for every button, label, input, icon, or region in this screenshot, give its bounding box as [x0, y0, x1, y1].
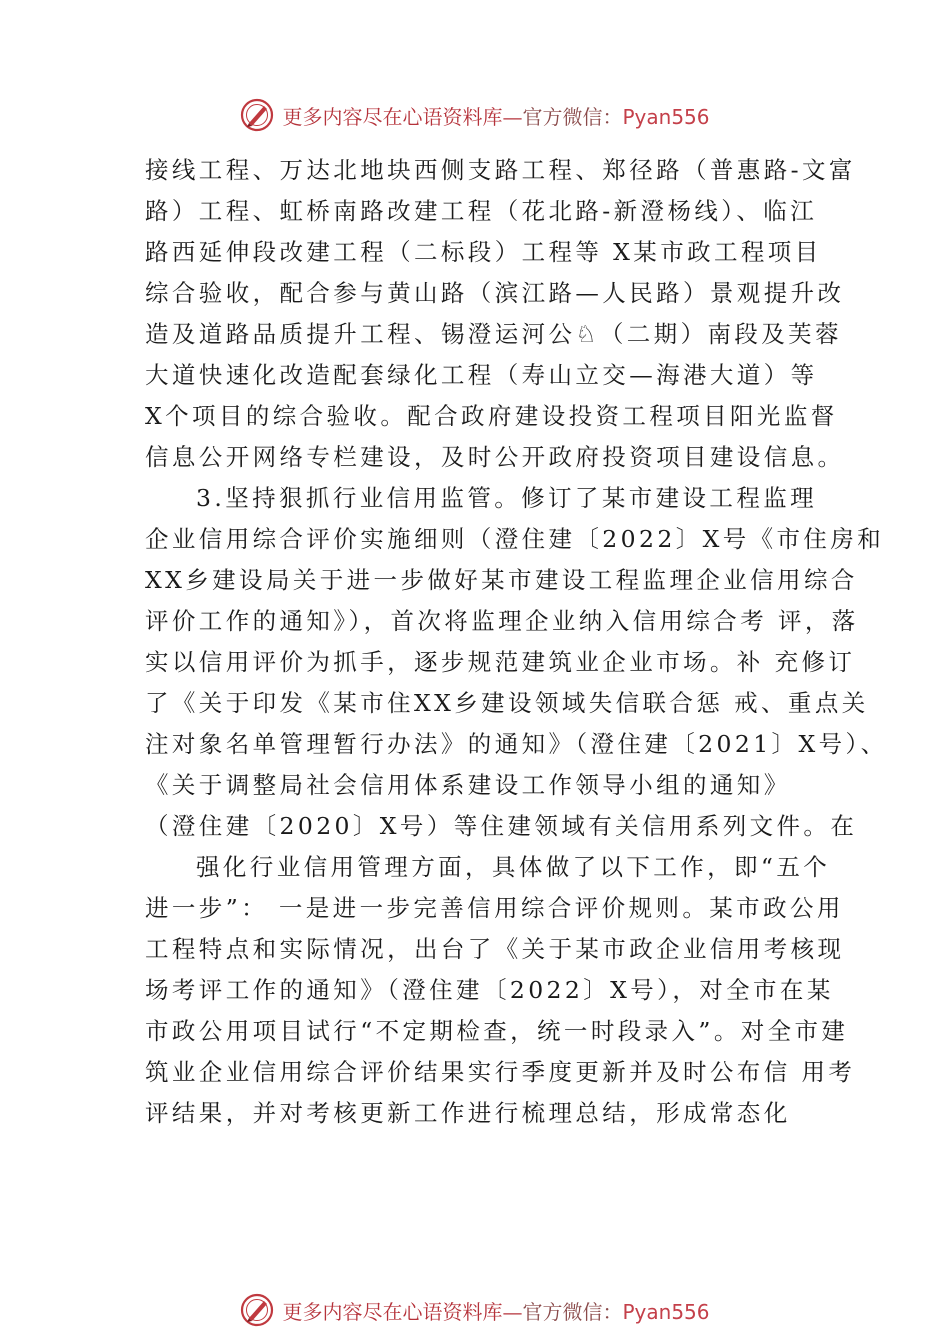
text-line: 路西延伸段改建工程（二标段）工程等 X某市政工程项目: [145, 238, 822, 266]
text-line: 评价工作的通知》），首次将监理企业纳入信用综合考 评，落: [145, 607, 859, 635]
pen-logo-icon: [240, 1293, 274, 1327]
footer-banner-dash: —: [502, 1299, 523, 1324]
text-line: 场考评工作的通知》（澄住建〔2022〕X号），对全市在某: [145, 976, 834, 1004]
footer-wechat-id: Pyan556: [622, 1299, 710, 1324]
text-line: 综合验收，配合参与黄山路（滨江路—人民路）景观提升改: [145, 279, 845, 307]
footer-banner-text: 更多内容尽在心语资料库: [282, 1299, 503, 1324]
text-line: 大道快速化改造配套绿化工程（寿山立交—海港大道）等: [145, 361, 818, 389]
text-line: 《关于调整局社会信用体系建设工作领导小组的通知》: [145, 771, 791, 799]
pen-logo-icon: [240, 98, 274, 132]
footer-wechat-label: 官方微信：: [522, 1299, 623, 1324]
text-line: 造及道路品质提升工程、锡澄运河公♘（二期）南段及芙蓉: [145, 320, 842, 348]
text-line: （澄住建〔2020〕X号）等住建领域有关信用系列文件。在: [145, 812, 858, 840]
footer-banner: [0, 1290, 950, 1330]
text-line: 筑业企业信用综合评价结果实行季度更新并及时公布信 用考: [145, 1058, 856, 1086]
text-line: 实以信用评价为抓手，逐步规范建筑业企业市场。补 充修订: [145, 648, 856, 676]
text-line: 注对象名单管理暂行办法》的通知》（澄住建〔2021〕X号）、: [145, 730, 888, 758]
text-line: 市政公用项目试行“不定期检查，统一时段录入”。对全市建: [145, 1017, 849, 1045]
text-line: 进一步”： 一是进一步完善信用综合评价规则。某市政公用: [145, 894, 844, 922]
text-line: 工程特点和实际情况，出台了《关于某市政企业信用考核现: [145, 935, 845, 963]
text-line: 评结果，并对考核更新工作进行梳理总结，形成常态化: [145, 1099, 791, 1127]
text-line: 路）工程、虹桥南路改建工程（花北路-新澄杨线）、临江: [145, 197, 818, 225]
section-heading: 3.坚持狠抓行业信用监管。修订了某市建设工程监理: [196, 484, 818, 512]
text-line: 强化行业信用管理方面，具体做了以下工作，即“五个: [196, 853, 831, 881]
text-line: XX乡建设局关于进一步做好某市建设工程监理企业信用综合: [145, 566, 858, 594]
text-line: 企业信用综合评价实施细则（澄住建〔2022〕X号《市住房和: [145, 525, 885, 553]
text-line: 了《关于印发《某市住XX乡建设领域失信联合惩 戒、重点关: [145, 689, 869, 717]
header-banner-text: 更多内容尽在心语资料库: [282, 104, 503, 129]
header-wechat-label: 官方微信：: [522, 104, 623, 129]
text-line: 信息公开网络专栏建设，及时公开政府投资项目建设信息。: [145, 443, 845, 471]
header-wechat-id: Pyan556: [622, 104, 710, 129]
text-line: 接线工程、万达北地块西侧支路工程、郑径路（普惠路-文富: [145, 156, 856, 184]
header-banner: [0, 95, 950, 135]
header-banner-dash: —: [502, 104, 523, 129]
text-line: X个项目的综合验收。配合政府建设投资工程项目阳光监督: [145, 402, 838, 430]
